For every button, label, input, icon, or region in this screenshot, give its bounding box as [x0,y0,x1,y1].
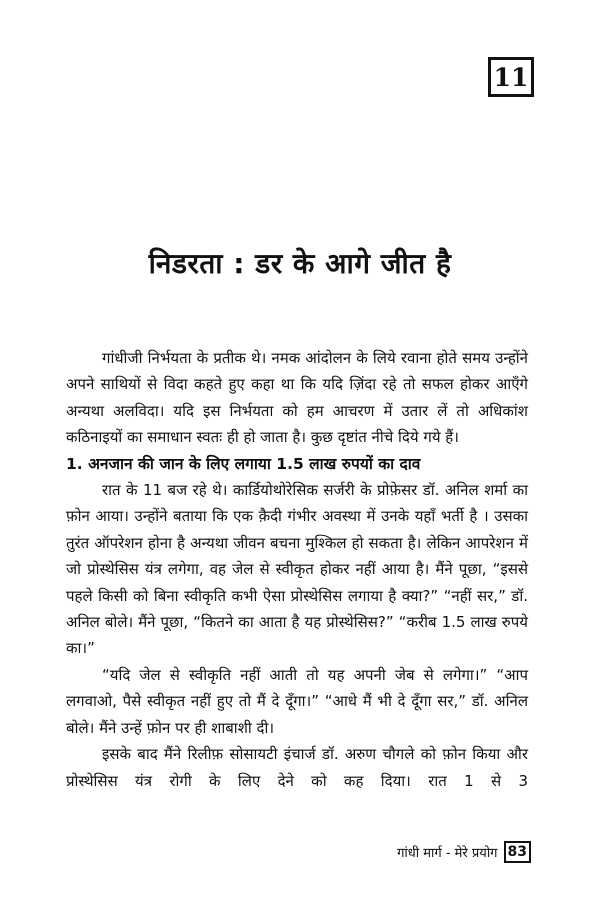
chapter-title: निडरता : डर के आगे जीत है [148,247,452,280]
intro-paragraph: गांधीजी निर्भयता के प्रतीक थे। नमक आंदोलन के लिये रवाना होते समय उन्होंने अपने साथियों से विदा कहते हुए कहा था कि यदि ज़िंदा रहे तो सफल होकर आएँगे अन्यथा अलविदा। यदि इस निर्भयता को हम आचरण में उतार लें तो अधिकांश कठिनाइयों का समाधान स्वतः ही हो जाता है। कुछ दृष्टांत नीचे दिये गये हैं। [66,349,528,447]
body-paragraph: रात के 11 बज रहे थे। कार्डियोथोरेसिक सर्जरी के प्रोफ़ेसर डॉ. अनिल शर्मा का फ़ोन आया। उन्होंने बताया कि एक क़ैदी गंभीर अवस्था में उनके यहाँ भर्ती है । उसका तुरंत ऑपरेशन होना है अन्यथा जीवन बचना मुश्किल हो सकता है। लेकिन आपरेशन में जो प्रोस्थेसिस यंत्र लगेगा, वह जेल से स्वीकृत होकर नहीं आया है। मैंने पूछा, “इससे पहले किसी को बिना स्वीकृति कभी ऐसा प्रोस्थेसिस लगाया है क्या?” “नहीं सर,” डॉ. अनिल बोले। मैंने पूछा, “कितने का आता है यह प्रोस्थेसिस?” “करीब 1.5 लाख रुपये का।” [66,481,528,658]
page-footer [397,841,531,863]
chapter-body [66,345,528,794]
chapter-number: 11 [493,62,529,92]
section-heading: 1. अनजान की जान के लिए लगाया 1.5 लाख रुपयों का दाव [66,454,421,473]
page-number: 83 [504,841,531,863]
body-paragraph: “यदि जेल से स्वीकृति नहीं आती तो यह अपनी जेब से लगेगा।” “आप लगवाओ, पैसे स्वीकृत नहीं हुए तो मैं दे दूँगा।” “आधे मैं भी दे दूँगा सर,” डॉ. अनिल बोले। मैंने उन्हें फ़ोन पर ही शाबाशी दी। [66,665,528,737]
chapter-number-box [488,57,534,97]
body-paragraph: इसके बाद मैंने रिलीफ़ सोसायटी इंचार्ज डॉ. अरुण चौगले को फ़ोन किया और प्रोस्थेसिस यंत्र रोगी के लिए देने को कह दिया। रात 1 से 3 [66,745,528,790]
footer-book-title: गांधी मार्ग - मेरे प्रयोग [397,846,498,861]
